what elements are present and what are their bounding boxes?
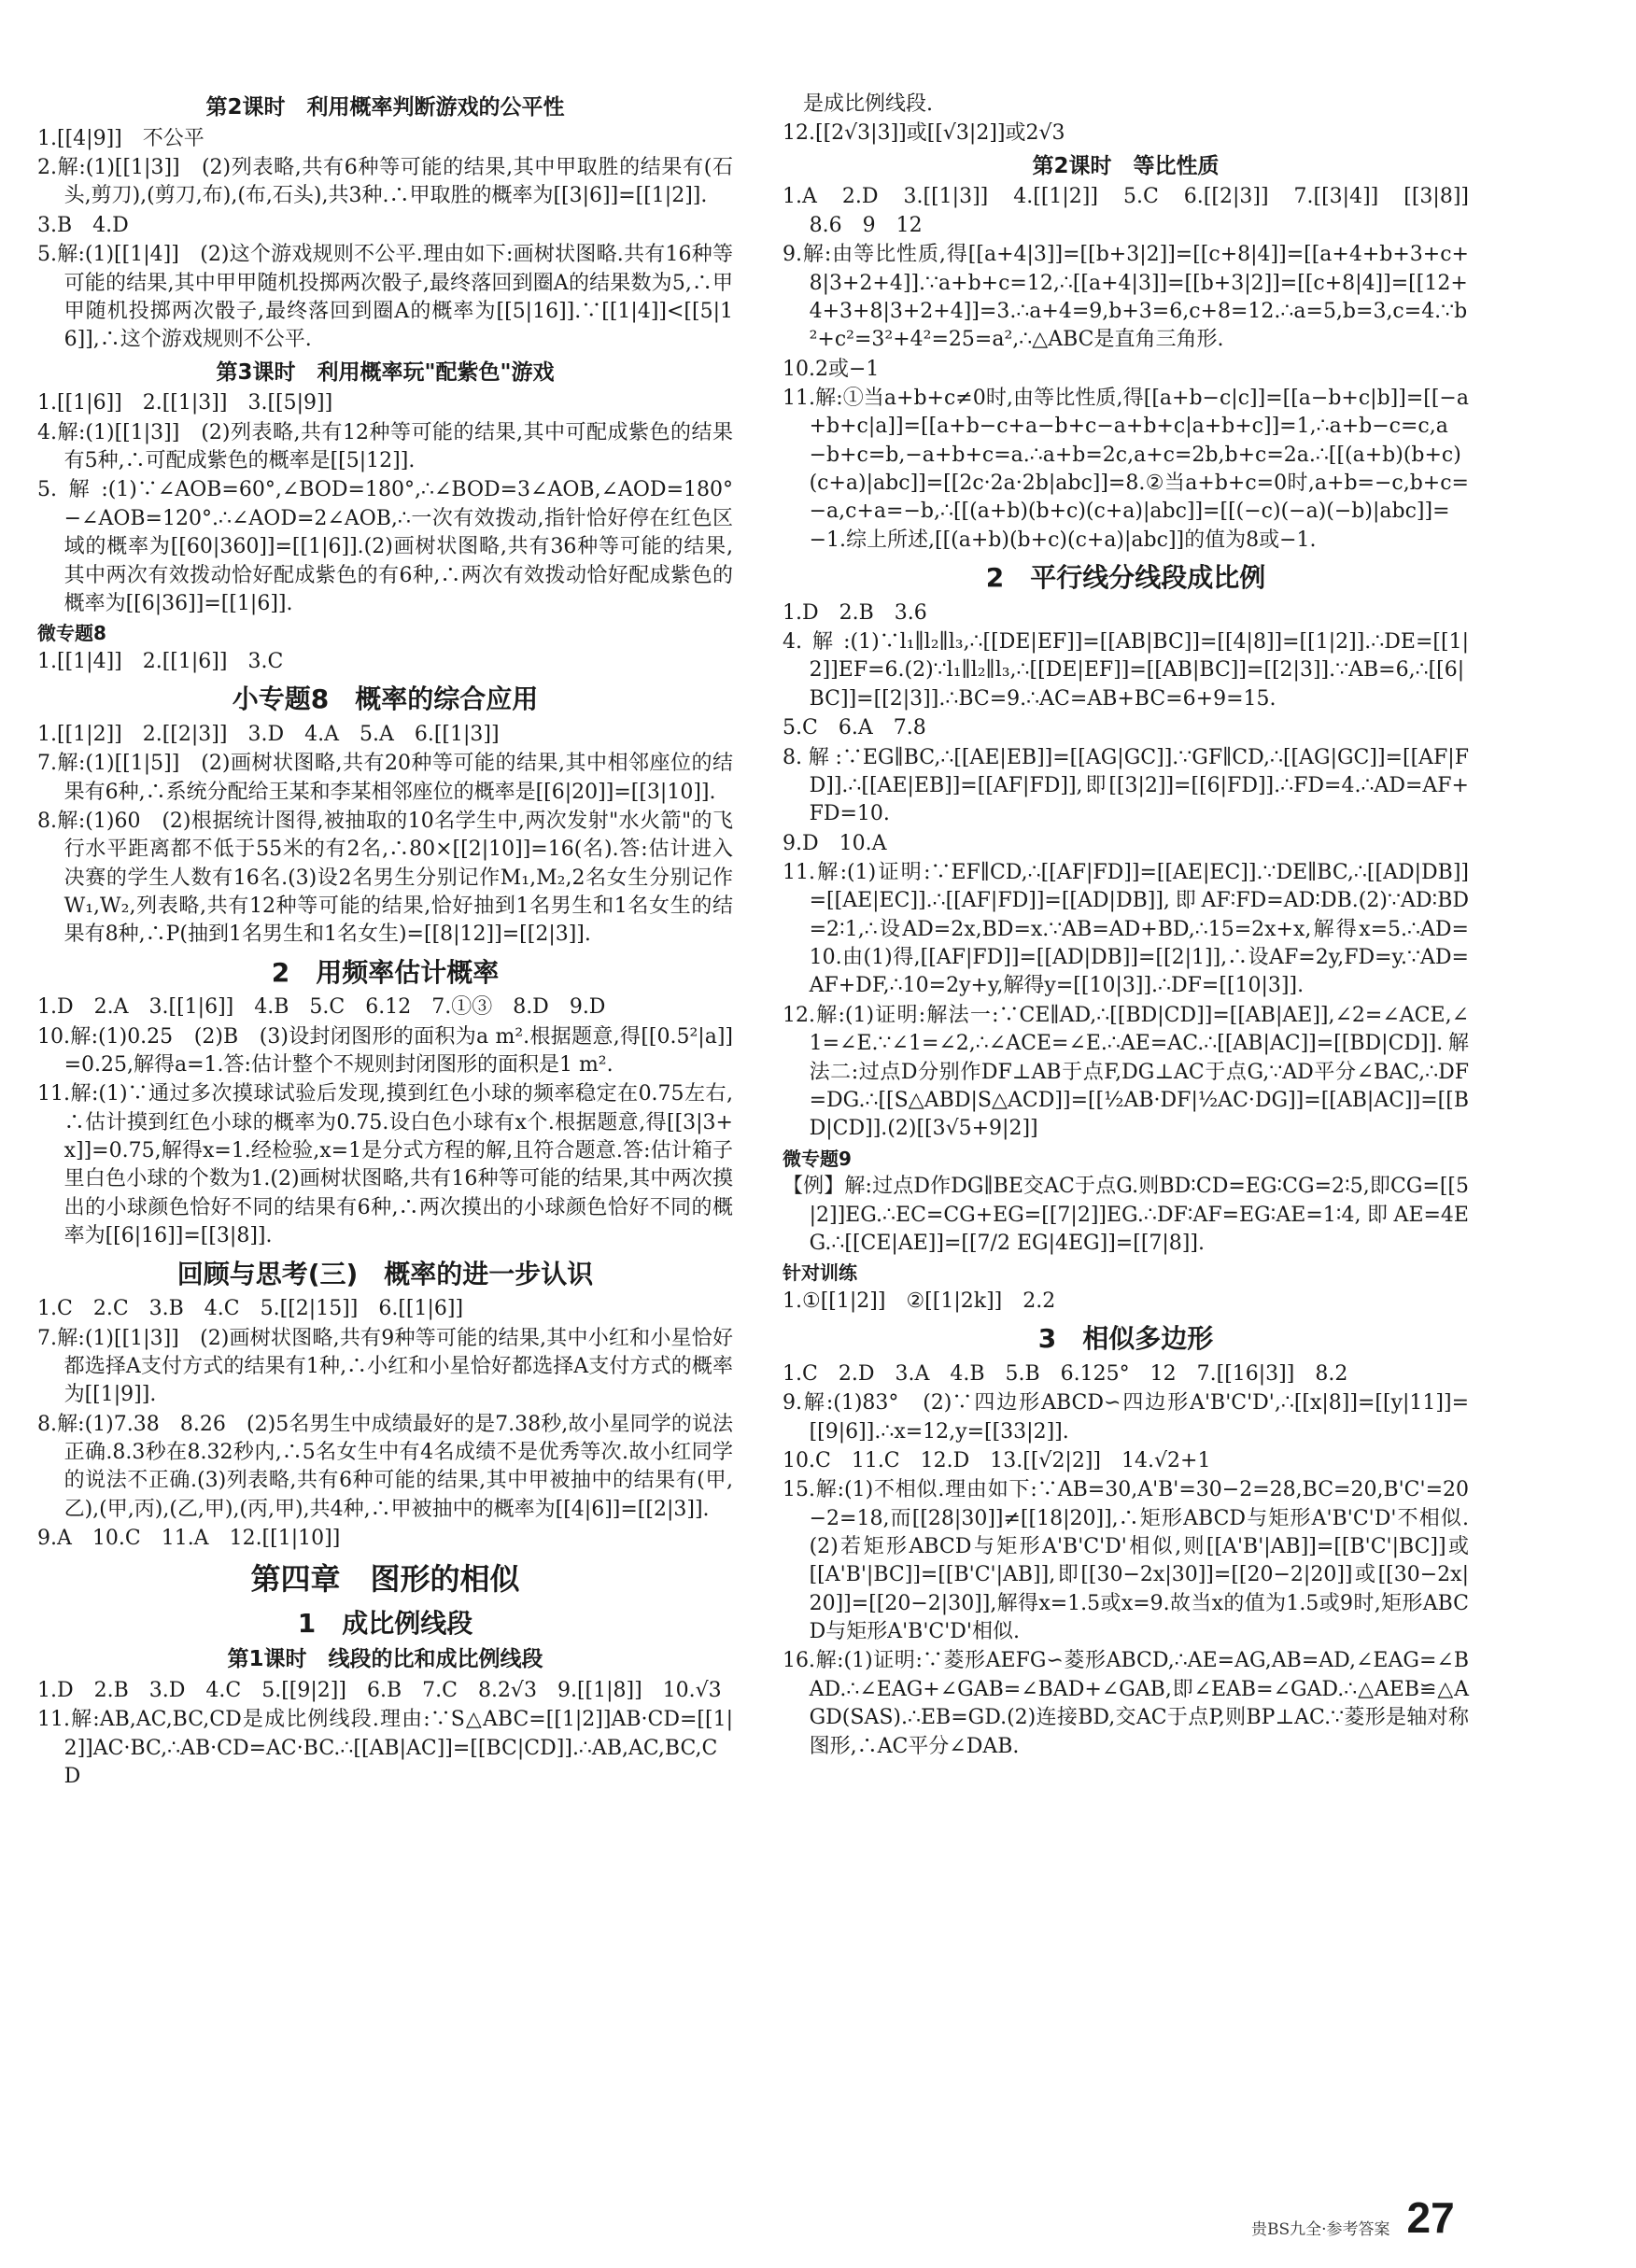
answer-item: 9.A 10.C 11.A 12.[[1|10]] (37, 1527, 341, 1551)
answer-item: 8.解:(1)7.38 8.26 (2)5名男生中成绩最好的是7.38秒,故小星同学的说法正确.8.3秒在8.32秒内,∴5名女生中有4名成绩不是优秀等次.故小红同学的说法不正确.(3)列表略,共有6种可能的结果,其中甲被抽中的结果有(甲,乙),(甲,丙),(乙,甲),(丙,甲),共4种,∴甲被抽中的概率为[[4|6]]=[[2|3]]. (37, 1412, 733, 1521)
answer-item: 9.解:(1)83° (2)∵四边形ABCD∽四边形A'B'C'D',∴[[x|8]]=[[y|11]]=[[9|6]].∴x=12,y=[[33|2]]. (783, 1391, 1469, 1444)
answer-item: 1.D 2.B 3.D 4.C 5.[[9|2]] 6.B 7.C 8.2√3 9.[[1|8]] 10.√3 (37, 1678, 722, 1702)
section-title: 1 成比例线段 (297, 1607, 473, 1639)
answer-item: 8.解:∵EG∥BC,∴[[AE|EB]]=[[AG|GC]].∵GF∥CD,∴[[AG|GC]]=[[AF|FD]].∴[[AE|EB]]=[[AF|FD]],即[[3|2]]=[[6|FD]].∴FD=4.∴AD=AF+FD=10. (783, 745, 1469, 826)
answer-item: 11.解:AB,AC,BC,CD是成比例线段.理由:∵S△ABC=[[1|2]]AB·CD=[[1|2]]AC·BC,∴AB·CD=AC·BC.∴[[AB|AC]]=[[BC|CD]].∴AB,AC,BC,CD (37, 1708, 733, 1788)
answer-item: 11.解:(1)证明:∵EF∥CD,∴[[AF|FD]]=[[AE|EC]].∵DE∥BC,∴[[AD|DB]]=[[AE|EC]].∴[[AF|FD]]=[[AD|DB]],即AF∶FD=AD∶DB.(2)∵AD∶BD=2∶1,∴设AD=2x,BD=x.∵AB=AD+BD,∴15=2x+x,解得x=5.∴AD=10.由(1)得,[[AF|FD]]=[[AD|DB]]=[[2|1]],∴设AF=2y,FD=y.∵AD=AF+DF,∴10=2y+y,解得y=[[10|3]].∴DF=[[10|3]]. (783, 860, 1469, 998)
answer-item: 4.解:(1)[[1|3]] (2)列表略,共有12种等可能的结果,其中可配成紫色的结果有5种,∴可配成紫色的概率是[[5|12]]. (37, 420, 733, 473)
chapter-title: 第四章 图形的相似 (250, 1561, 520, 1598)
answer-item: 9.D 10.A (783, 831, 887, 855)
section-title: 2 用频率估计概率 (271, 956, 500, 988)
answer-item: 1.[[1|6]] 2.[[1|3]] 3.[[5|9]] (37, 391, 333, 416)
answer-item: 10.C 11.C 12.D 13.[[√2|2]] 14.√2+1 (783, 1448, 1211, 1472)
subsection-label: 微专题8 (37, 622, 106, 645)
answer-item: 7.解:(1)[[1|3]] (2)画树状图略,共有9种等可能的结果,其中小红和小星恰好都选择A支付方式的结果有1种,∴小红和小星恰好都选择A支付方式的概率为[[1|9]]. (37, 1326, 733, 1407)
answer-item: 1.D 2.B 3.6 (783, 600, 927, 625)
answer-item: 2.解:(1)[[1|3]] (2)列表略,共有6种等可能的结果,其中甲取胜的结果有(石头,剪刀),(剪刀,布),(布,石头),共3种.∴甲取胜的概率为[[3|6]]=[[1|2]]. (37, 156, 733, 208)
answer-item: 1.①[[1|2]] ②[[1|2k]] 2.2 (783, 1289, 1056, 1313)
answer-item: 1.C 2.D 3.A 4.B 5.B 6.125° 12 7.[[16|3]] 8.2 (783, 1361, 1348, 1386)
right-column (783, 90, 1490, 1762)
answer-item: 10.2或−1 (783, 357, 880, 381)
answer-item: 1.[[4|9]] 不公平 (37, 126, 204, 150)
page-number: 27 (1406, 2193, 1455, 2242)
answer-item: 12.解:(1)证明:解法一:∵CE∥AD,∴[[BD|CD]]=[[AB|AE]],∠2=∠ACE,∠1=∠E.∵∠1=∠2,∴∠ACE=∠E.∴AE=AC.∴[[AB|AC]]=[[BD|CD]].解法二:过点D分别作DF⊥AB于点F,DG⊥AC于点G,∵AD平分∠BAC,∴DF=DG.∴[[S△ABD|S△ACD]]=[[½AB·DF|½AC·DG]]=[[AB|AC]]=[[BD|CD]].(2)[[3√5+9|2]] (783, 1003, 1469, 1141)
answer-item: 5.解:(1)∵∠AOB=60°,∠BOD=180°,∴∠BOD=3∠AOB,∠AOD=180°−∠AOB=120°.∴∠AOD=2∠AOB,∴一次有效拨动,指针恰好停在红色区域的概率为[[60|360]]=[[1|6]].(2)画树状图略,共有36种等可能的结果,其中两次有效拨动恰好配成紫色的有6种,∴两次有效拨动恰好配成紫色的概率为[[6|36]]=[[1|6]]. (37, 478, 733, 615)
answer-item: 11.解:①当a+b+c≠0时,由等比性质,得[[a+b−c|c]]=[[a−b+c|b]]=[[−a+b+c|a]]=[[a+b−c+a−b+c−a+b+c|a+b+c]]=1,∴a+b−c=c,a−b+c=b,−a+b+c=a.∴a+b=2c,a+c=2b,b+c=2a.∴[[(a+b)(b+c)(c+a)|abc]]=[[2c·2a·2b|abc]]=8.②当a+b+c=0时,a+b=−c,b+c=−a,c+a=−b,∴[[(a+b)(b+c)(c+a)|abc]]=[[(−c)(−a)(−b)|abc]]=−1.综上所述,[[(a+b)(b+c)(c+a)|abc]]的值为8或−1. (783, 386, 1469, 552)
answer-item: 是成比例线段. (783, 92, 933, 116)
section-title: 2 平行线分线段成比例 (985, 562, 1266, 594)
section-title: 3 相似多边形 (1037, 1323, 1214, 1355)
answer-item: 1.[[1|2]] 2.[[2|3]] 3.D 4.A 5.A 6.[[1|3]] (37, 722, 500, 746)
answer-item: 5.C 6.A 7.8 (783, 716, 926, 740)
answer-item: 15.解:(1)不相似.理由如下:∵AB=30,A'B'=30−2=28,BC=20,B'C'=20−2=18,而[[28|30]]≠[[18|20]],∴矩形ABCD与矩形A'B'C'D'不相似.(2)若矩形ABCD与矩形A'B'C'D'相似,则[[A'B'|AB]]=[[B'C'|BC]]或[[A'B'|BC]]=[[B'C'|AB]],即[[30−2x|30]]=[[20−2|20]]或[[30−2x|20]]=[[20−2|30]],解得x=1.5或x=9.故当x的值为1.5或9时,矩形ABCD与矩形A'B'C'D'相似. (783, 1478, 1469, 1644)
page-footer (1251, 2193, 1455, 2242)
answer-item: 1.A 2.D 3.[[1|3]] 4.[[1|2]] 5.C 6.[[2|3]] 7.[[3|4]] [[3|8]] 8.6 9 12 (783, 185, 1490, 237)
answer-item: 7.解:(1)[[1|5]] (2)画树状图略,共有20种等可能的结果,其中相邻座位的结果有6种,∴系统分配给王某和李某相邻座位的概率是[[6|20]]=[[3|10]]. (37, 752, 733, 804)
left-column (37, 90, 733, 1792)
answer-item: 8.解:(1)60 (2)根据统计图得,被抽取的10名学生中,两次发射"水火箭"的飞行水平距离都不低于55米的有2名,∴80×[[2|10]]=16(名).答:估计进入决赛的学生人数有16名.(3)设2名男生分别记作M₁,M₂,2名女生分别记作W₁,W₂,列表略,共有12种等可能的结果,恰好抽到1名男生和1名女生的结果有8种,∴P(抽到1名男生和1名女生)=[[8|12]]=[[2|3]]. (37, 809, 733, 947)
answer-item: 5.解:(1)[[1|4]] (2)这个游戏规则不公平.理由如下:画树状图略.共有16种等可能的结果,其中甲甲随机投掷两次骰子,最终落回到圈A的结果数为5,∴甲甲随机投掷两次骰子,最终落回到圈A的概率为[[5|16]].∵[[1|4]]<[[5|16]],∴这个游戏规则不公平. (37, 243, 733, 352)
subsection-label: 微专题9 (783, 1147, 852, 1170)
answer-item: 16.解:(1)证明:∵菱形AEFG∽菱形ABCD,∴AE=AG,AB=AD,∠EAG=∠BAD.∴∠EAG+∠GAB=∠BAD+∠GAB,即∠EAB=∠GAD.∴△AEB≌△AGD(SAS).∴EB=GD.(2)连接BD,交AC于点P,则BP⊥AC.∵菱形是轴对称图形,∴AC平分∠DAB. (783, 1649, 1469, 1758)
section-title: 小专题8 概率的综合应用 (232, 683, 539, 715)
answer-item: 9.解:由等比性质,得[[a+4|3]]=[[b+3|2]]=[[c+8|4]]=[[a+4+b+3+c+8|3+2+4]].∵a+b+c=12,∴[[a+4|3]]=[[b+3|2]]=[[c+8|4]]=[[12+4+3+8|3+2+4]]=3.∴a+4=9,b+3=6,c+8=12.∴a=5,b=3,c=4.∵b²+c²=3²+4²=25=a²,∴△ABC是直角三角形. (783, 243, 1469, 352)
lesson-title: 第2课时 利用概率判断游戏的公平性 (205, 95, 565, 120)
answer-item: 10.解:(1)0.25 (2)B (3)设封闭图形的面积为a m².根据题意,得[[0.5²|a]]=0.25,解得a=1.答:估计整个不规则封闭图形的面积是1 m². (37, 1024, 733, 1078)
answer-item: 1.C 2.C 3.B 4.C 5.[[2|15]] 6.[[1|6]] (37, 1297, 464, 1321)
subsection-label: 针对训练 (783, 1261, 857, 1285)
answer-item: 11.解:(1)∵通过多次摸球试验后发现,摸到红色小球的频率稳定在0.75左右,∴估计摸到红色小球的概率为0.75.设白色小球有x个.根据题意,得[[3|3+x]]=0.75,解得x=1.经检验,x=1是分式方程的解,且符合题意.答:估计箱子里白色小球的个数为1.(2)画树状图略,共有16种等可能的结果,其中两次摸出的小球颜色恰好不同的结果有6种,∴两次摸出的小球颜色恰好不同的概率为[[6|16]]=[[3|8]]. (37, 1082, 733, 1248)
section-title: 回顾与思考(三) 概率的进一步认识 (176, 1258, 594, 1289)
footer-book-label: 贵BS九全·参考答案 (1251, 2220, 1390, 2239)
answer-item: 1.[[1|4]] 2.[[1|6]] 3.C (37, 649, 284, 673)
answer-item: 4.解:(1)∵l₁∥l₂∥l₃,∴[[DE|EF]]=[[AB|BC]]=[[4|8]]=[[1|2]].∴DE=[[1|2]]EF=6.(2)∵l₁∥l₂∥l₃,∴[[DE|EF]]=[[AB|BC]]=[[2|3]].∵AB=6,∴[[6|BC]]=[[2|3]].∴BC=9.∴AC=AB+BC=6+9=15. (783, 630, 1469, 711)
lesson-title: 第3课时 利用概率玩"配紫色"游戏 (216, 359, 555, 385)
answer-item: 【例】解:过点D作DG∥BE交AC于点G.则BD∶CD=EG∶CG=2∶5,即CG=[[5|2]]EG.∴EC=CG+EG=[[7|2]]EG.∴DF∶AF=EG∶AE=1∶4,即AE=4EG.∴[[CE|AE]]=[[7/2 EG|4EG]]=[[7|8]]. (783, 1175, 1469, 1255)
answer-item: 12.[[2√3|3]]或[[√3|2]]或2√3 (783, 121, 1065, 146)
lesson-title: 第1课时 线段的比和成比例线段 (227, 1647, 543, 1672)
answer-item: 1.D 2.A 3.[[1|6]] 4.B 5.C 6.12 7.①③ 8.D 9.D (37, 995, 606, 1020)
lesson-title: 第2课时 等比性质 (1032, 153, 1220, 178)
answer-item: 3.B 4.D (37, 213, 129, 237)
